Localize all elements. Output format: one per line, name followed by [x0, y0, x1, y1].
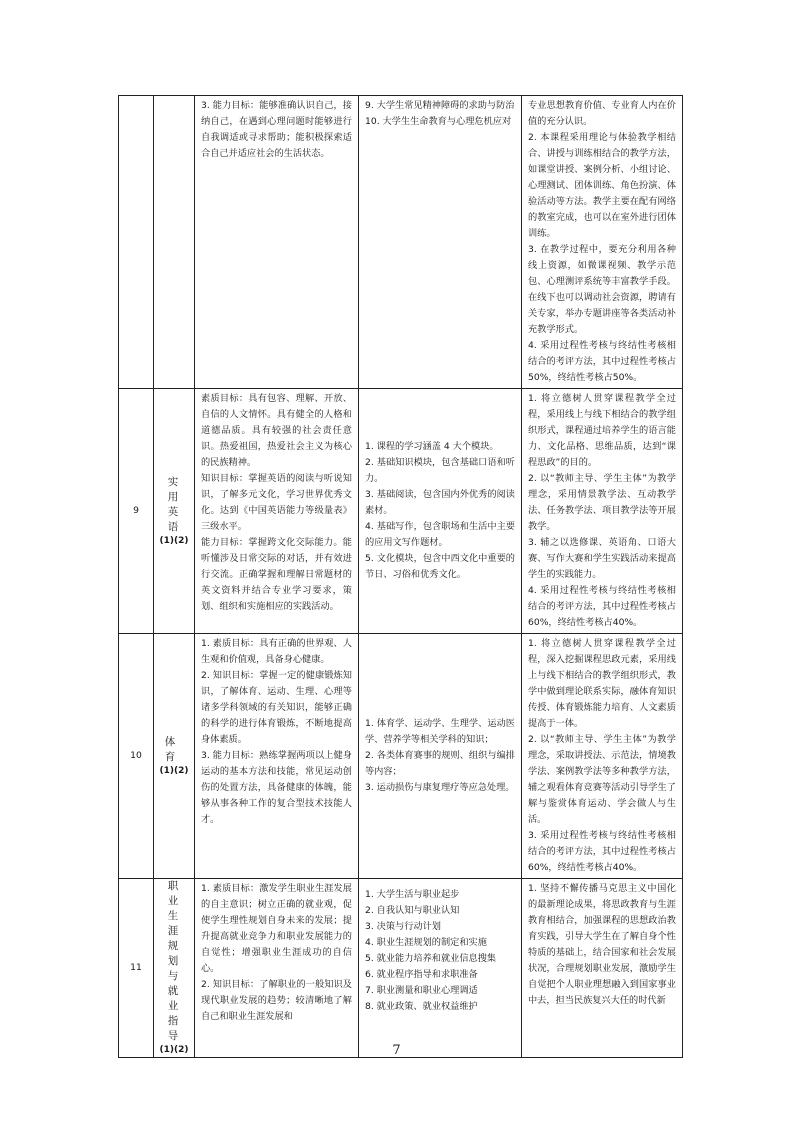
course-name-cell: [154, 96, 195, 389]
requirement-item: 2. 以“教师主导、学生主体”为教学理念，采用情景教学法、互动教学法、任务教学法、项目教学法等开展教学。: [528, 473, 676, 532]
content-item: 9. 大学生常见精神障碍的求助与防治: [365, 100, 515, 111]
objective-item: 能力目标：掌握跨文化交际能力。能听懂涉及日常交际的对话，并有效进行交流。正确掌握和理解日常题材的英文资料并结合专业学习要求，策划、组织和实施相应的实践活动。: [201, 537, 352, 612]
objectives-cell: [195, 879, 359, 1058]
requirement-item: 2. 以“教师主导、学生主体”为教学理念，采取讲授法、示范法，情境教学法、案例教学法等多种教学方法，辅之观看体育竞赛等活动引导学生了解与鉴赏体育运动、学会做人与生活。: [528, 734, 676, 825]
requirements-cell: [522, 389, 683, 634]
objective-item: 知识目标：掌握英语的阅读与听说知识，了解多元文化，学习世界优秀文化。达到《中国英语能力等级量表》三级水平。: [201, 473, 352, 532]
course-number-cell: [119, 96, 154, 389]
course-name-cell: [154, 634, 195, 879]
course-name: 职业生涯规划与就业指导: [167, 880, 181, 1042]
objective-item: 3. 能力目标：能够准确认识自己，接纳自己，在遇到心理问题时能够进行自我调适或寻求帮助；能积极探索适合自己并适应社会的生活状态。: [201, 100, 352, 159]
requirement-item: 3. 辅之以选修课、英语角、口语大赛、写作大赛和学生实践活动来提高学生的实践能力。: [528, 537, 676, 580]
requirement-item: 4. 采用过程性考核与终结性考核相结合的考评方法，其中过程性考核占50%，终结性考核占50%。: [528, 340, 676, 383]
content-item: 1. 大学生活与职业起步: [365, 889, 460, 900]
table-row: [119, 634, 683, 879]
content-item: 5. 就业能力培养和就业信息搜集: [365, 953, 497, 964]
course-name: 体育: [164, 735, 184, 763]
course-name: 实用英语: [167, 475, 181, 533]
course-table: [118, 95, 683, 1058]
table-row: [119, 879, 683, 1058]
content-item: 4. 职业生涯规划的制定和实施: [365, 937, 487, 948]
course-number-cell: 9: [119, 389, 154, 634]
content-cell: [359, 96, 522, 389]
requirement-item: 4. 采用过程性考核与终结性考核相结合的考评方法，其中过程性考核占60%，终结性考核占40%。: [528, 585, 676, 628]
table-row: [119, 389, 683, 634]
requirement-item: 1. 将立德树人贯穿课程教学全过程，采用线上与线下相结合的教学组织形式，课程通过培养学生的语言能力、文化品格、思维品质，达到“课程思政”的目的。: [528, 393, 676, 468]
course-term: (1)(2): [159, 765, 189, 776]
content-cell: [359, 389, 522, 634]
content-item: 2. 各类体育赛事的规则、组织与编排等内容；: [365, 750, 515, 777]
course-term: (1)(2): [159, 1045, 189, 1055]
objective-item: 1. 素质目标：具有正确的世界观、人生观和价值观，具备身心健康。: [201, 638, 352, 665]
objectives-cell: [195, 96, 359, 389]
objective-item: 2. 知识目标：掌握一定的健康锻炼知识，了解体育、运动、生理、心理等诸多学科领域的有关知识，能够正确的科学的进行体育锻炼，不断地提高身体素质。: [201, 670, 352, 745]
content-item: 1. 体育学、运动学、生理学、运动医学、营养学等相关学科的知识；: [365, 718, 515, 745]
objective-item: 3. 能力目标：熟练掌握两项以上健身运动的基本方法和技能，常见运动创伤的处置方法，具备健康的体魄，能够从事各种工作的复合型技术技能人才。: [201, 750, 352, 825]
content-item: 3. 基础阅读，包含国内外优秀的阅读素材。: [365, 489, 515, 516]
requirement-item: 1. 将立德树人贯穿课程教学全过程，深入挖掘课程思政元素，采用线上与线下相结合的教学组织形式，教学中做到理论联系实际，融体育知识传授、体育锻炼能力培育、人文素质提高于一体。: [528, 638, 676, 729]
course-name-cell: [154, 389, 195, 634]
course-name-cell: [154, 879, 195, 1058]
content-cell: [359, 879, 522, 1058]
content-item: 3. 运动损伤与康复理疗等应急处理。: [365, 782, 515, 793]
page-number: 7: [392, 1043, 401, 1058]
content-item: 8. 就业政策、就业权益维护: [365, 1001, 478, 1012]
requirements-cell: [522, 879, 683, 1058]
requirement-item: 3. 在教学过程中，要充分利用各种线上资源，如微课视频、教学示范包、心理测评系统等丰富教学手段。在线下也可以调动社会资源，聘请有关专家，举办专题讲座等各类活动补充教学形式。: [528, 244, 676, 335]
requirement-item: 专业思想教育价值、专业育人内在价值的充分认识。: [528, 100, 676, 127]
objectives-cell: [195, 389, 359, 634]
requirement-item: 2. 本课程采用理论与体验教学相结合、讲授与训练相结合的教学方法，如课堂讲授、案例分析、小组讨论、心理测试、团体训练、角色扮演、体验活动等方法。教学主要在配有网络的教室完成，也可以在室外进行团体训练。: [528, 132, 676, 239]
course-term: (1)(2): [159, 535, 189, 546]
requirements-cell: [522, 634, 683, 879]
content-item: 1. 课程的学习涵盖 4 大个模块。: [365, 441, 499, 452]
requirement-item: 1. 坚持不懈传播马克思主义中国化的最新理论成果，将思政教育与生涯教育相结合，加强课程的思想政治教育实践，引导大学生在了解自身个性特质的基础上，结合国家和社会发展状况，合理规划职业发展，激励学生自觉把个人职业理想融入到国家事业中去，担当民族复兴大任的时代新: [528, 883, 676, 1006]
content-item: 5. 文化模块，包含中西文化中重要的节日、习俗和优秀文化。: [365, 553, 515, 580]
requirement-item: 3. 采用过程性考核与终结性考核相结合的考评方法，其中过程性考核占60%，终结性考核占40%。: [528, 830, 676, 873]
content-item: 10. 大学生生命教育与心理危机应对: [365, 116, 512, 127]
content-item: 3. 决策与行动计划: [365, 921, 441, 932]
content-item: 7. 职业测量和职业心理调适: [365, 985, 478, 996]
content-item: 2. 自我认知与职业认知: [365, 905, 460, 916]
course-number-cell: 11: [119, 879, 154, 1058]
objectives-cell: [195, 634, 359, 879]
content-item: 4. 基础写作，包含职场和生活中主要的应用文写作题材。: [365, 521, 515, 548]
objective-item: 素质目标：具有包容、理解、开放、自信的人文情怀。具有健全的人格和道德品质。具有较强的社会责任意识。热爱祖国，热爱社会主义为核心的民族精神。: [201, 393, 352, 468]
content-item: 2. 基础知识模块，包含基础口语和听力。: [365, 457, 515, 484]
content-item: 6. 就业程序指导和求职准备: [365, 969, 478, 980]
content-cell: [359, 634, 522, 879]
table-row: [119, 96, 683, 389]
course-number-cell: 10: [119, 634, 154, 879]
objective-item: 1. 素质目标：激发学生职业生涯发展的自主意识；树立正确的就业观，促使学生理性规划自身未来的发展；提升提高就业竞争力和职业发展能力的自觉性；增强职业生涯成功的自信心。: [201, 883, 352, 974]
requirements-cell: [522, 96, 683, 389]
objective-item: 2. 知识目标：了解职业的一般知识及现代职业发展的趋势；较清晰地了解自己和职业生涯发展和: [201, 979, 352, 1022]
